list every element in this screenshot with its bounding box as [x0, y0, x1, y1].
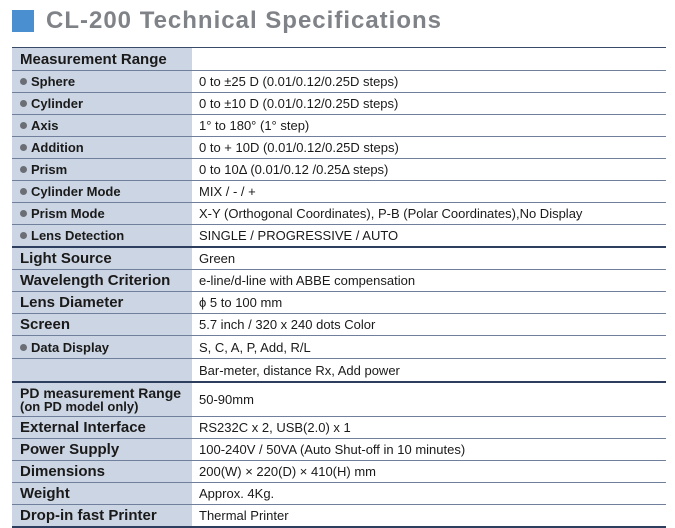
row-label: [12, 159, 192, 180]
row-value: Thermal Printer: [192, 505, 666, 526]
spec-table: [12, 47, 666, 528]
table-row: [12, 136, 666, 158]
table-row: [12, 504, 666, 526]
bullet-icon: [20, 232, 27, 239]
row-label-line1: PD measurement Range: [20, 384, 182, 401]
bullet-icon: [20, 188, 27, 195]
page-title: CL-200 Technical Specifications: [46, 7, 443, 34]
row-label: Screen: [12, 314, 192, 335]
table-row: [12, 438, 666, 460]
header: [12, 6, 442, 36]
row-label: Measurement Range: [12, 48, 192, 70]
table-row: [12, 313, 666, 335]
row-label-text: Lens Detection: [31, 228, 125, 243]
table-row: [12, 460, 666, 482]
row-label: [12, 336, 192, 358]
row-value: 50-90mm: [192, 383, 666, 416]
table-row: [12, 381, 666, 416]
row-label: Light Source: [12, 248, 192, 269]
row-value: 5.7 inch / 320 x 240 dots Color: [192, 314, 666, 335]
table-row: [12, 246, 666, 269]
row-label-text: Addition: [31, 140, 84, 155]
row-value: SINGLE / PROGRESSIVE / AUTO: [192, 225, 666, 246]
table-row: [12, 48, 666, 70]
row-label: [12, 93, 192, 114]
row-label: Lens Diameter: [12, 292, 192, 313]
table-row: [12, 180, 666, 202]
bullet-icon: [20, 100, 27, 107]
table-row: [12, 224, 666, 246]
row-value: e-line/d-line with ABBE compensation: [192, 270, 666, 291]
row-label: Weight: [12, 483, 192, 504]
row-label: Drop-in fast Printer: [12, 505, 192, 526]
row-label: Dimensions: [12, 461, 192, 482]
row-label: [12, 225, 192, 246]
header-square-icon: [12, 10, 34, 32]
row-value: 0 to 10Δ (0.01/0.12 /0.25Δ steps): [192, 159, 666, 180]
row-label: External Interface: [12, 417, 192, 438]
row-value: 200(W) × 220(D) × 410(H) mm: [192, 461, 666, 482]
row-value: RS232C x 2, USB(2.0) x 1: [192, 417, 666, 438]
table-row: [12, 269, 666, 291]
bullet-icon: [20, 166, 27, 173]
table-row: [12, 70, 666, 92]
row-label: [12, 115, 192, 136]
row-label: [12, 359, 192, 381]
row-label-text: Axis: [31, 118, 59, 133]
row-value: S, C, A, P, Add, R/L: [192, 336, 666, 358]
row-value: 0 to + 10D (0.01/0.12/0.25D steps): [192, 137, 666, 158]
row-label: Power Supply: [12, 439, 192, 460]
row-label-text: Data Display: [31, 339, 110, 355]
row-label: [12, 203, 192, 224]
bullet-icon: [20, 144, 27, 151]
row-value: 0 to ±10 D (0.01/0.12/0.25D steps): [192, 93, 666, 114]
row-label: [12, 71, 192, 92]
row-value: X-Y (Orthogonal Coordinates), P-B (Polar Coordinates),No Display: [192, 203, 666, 224]
row-value: 1° to 180° (1° step): [192, 115, 666, 136]
table-row: [12, 114, 666, 136]
row-label-text: Prism: [31, 162, 68, 177]
row-label-text: Cylinder Mode: [31, 184, 121, 199]
row-value: [192, 48, 666, 70]
row-label: [12, 181, 192, 202]
table-row: [12, 92, 666, 114]
row-label-line2: (on PD model only): [20, 398, 139, 414]
table-row: [12, 158, 666, 180]
table-row: [12, 416, 666, 438]
bullet-icon: [20, 78, 27, 85]
row-label: [12, 383, 192, 416]
table-row: [12, 202, 666, 224]
bullet-icon: [20, 344, 27, 351]
row-value: Green: [192, 248, 666, 269]
table-row: [12, 358, 666, 381]
row-label-text: Prism Mode: [31, 206, 105, 221]
bullet-icon: [20, 122, 27, 129]
table-row: [12, 335, 666, 358]
row-label: [12, 137, 192, 158]
row-label-text: Sphere: [31, 74, 76, 89]
row-value: Approx. 4Kg.: [192, 483, 666, 504]
row-label-text: Cylinder: [31, 96, 84, 111]
row-value: Bar-meter, distance Rx, Add power: [192, 359, 666, 381]
row-value: 0 to ±25 D (0.01/0.12/0.25D steps): [192, 71, 666, 92]
table-row: [12, 291, 666, 313]
row-label: Wavelength Criterion: [12, 270, 192, 291]
row-value: 100-240V / 50VA (Auto Shut-off in 10 minutes): [192, 439, 666, 460]
table-row: [12, 482, 666, 504]
row-value: ϕ 5 to 100 mm: [192, 292, 666, 313]
bullet-icon: [20, 210, 27, 217]
row-value: MIX / - / +: [192, 181, 666, 202]
